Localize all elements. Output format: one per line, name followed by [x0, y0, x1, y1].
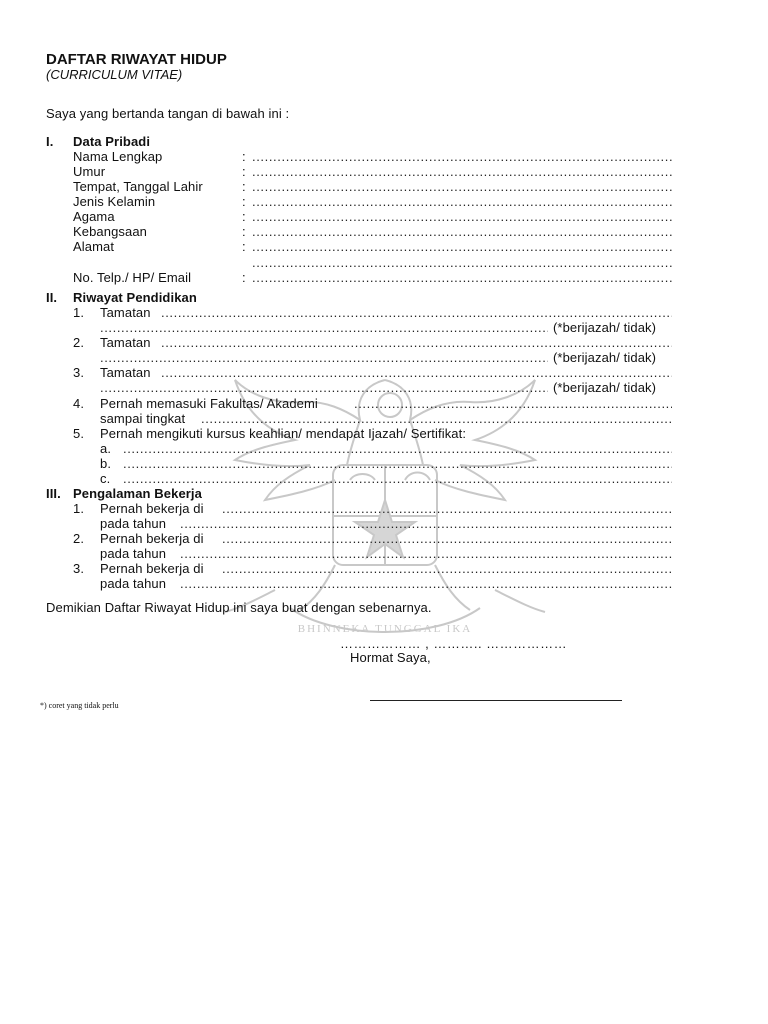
field-label: Kebangsaan	[73, 224, 148, 239]
fill-line[interactable]	[161, 305, 672, 320]
item-label: pada tahun	[100, 516, 167, 531]
fill-line[interactable]	[354, 396, 672, 411]
item-suffix: (*berijazah/ tidak)	[553, 380, 657, 395]
item-number: 2.	[73, 335, 85, 350]
field-colon: :	[242, 149, 246, 164]
fill-line[interactable]	[222, 531, 672, 546]
item-label: pada tahun	[100, 546, 167, 561]
field-label: Jenis Kelamin	[73, 194, 156, 209]
signoff-text: Hormat Saya,	[350, 650, 431, 665]
section-number: III.	[46, 486, 61, 501]
fill-line[interactable]	[161, 335, 672, 350]
field-colon: :	[242, 270, 246, 285]
fill-line[interactable]	[252, 164, 672, 179]
fill-line[interactable]	[201, 411, 672, 426]
item-label: pada tahun	[100, 576, 167, 591]
sub-item-letter: a.	[100, 441, 112, 456]
item-number: 1.	[73, 305, 85, 320]
footnote: *) coret yang tidak perlu	[40, 701, 119, 710]
section-number: I.	[46, 134, 54, 149]
fill-line[interactable]	[123, 471, 672, 486]
field-colon: :	[242, 194, 246, 209]
fill-line[interactable]	[222, 561, 672, 576]
fill-line[interactable]	[252, 194, 672, 209]
item-label: Pernah mengikuti kursus keahlian/ mendapat Ijazah/ Sertifikat:	[100, 426, 467, 441]
fill-line[interactable]	[100, 350, 548, 365]
item-label: Tamatan	[100, 365, 151, 380]
fill-line[interactable]	[252, 270, 672, 285]
closing-statement: Demikian Daftar Riwayat Hidup ini saya buat dengan sebenarnya.	[46, 600, 432, 615]
item-label: Pernah bekerja di	[100, 531, 204, 546]
svg-text:BHINNEKA TUNGGAL IKA: BHINNEKA TUNGGAL IKA	[297, 623, 473, 635]
field-label: Umur	[73, 164, 106, 179]
field-colon: :	[242, 164, 246, 179]
document-subtitle: (CURRICULUM VITAE)	[46, 67, 183, 82]
signature-line[interactable]	[370, 700, 622, 701]
document-title: DAFTAR RIWAYAT HIDUP	[46, 51, 227, 68]
field-label: Tempat, Tanggal Lahir	[73, 179, 203, 194]
intro-text: Saya yang bertanda tangan di bawah ini :	[46, 106, 290, 121]
section-title: Data Pribadi	[73, 134, 151, 149]
item-suffix: (*berijazah/ tidak)	[553, 350, 657, 365]
item-label: Pernah bekerja di	[100, 561, 204, 576]
fill-line[interactable]	[252, 149, 672, 164]
sub-item-letter: c.	[100, 471, 111, 486]
fill-line[interactable]	[180, 516, 672, 531]
item-number: 2.	[73, 531, 85, 546]
fill-line[interactable]	[123, 456, 672, 471]
fill-line[interactable]	[180, 546, 672, 561]
item-number: 3.	[73, 365, 85, 380]
field-colon: :	[242, 179, 246, 194]
item-label: Tamatan	[100, 305, 151, 320]
item-label: Pernah bekerja di	[100, 501, 204, 516]
item-number: 3.	[73, 561, 85, 576]
fill-line[interactable]	[222, 501, 672, 516]
fill-line[interactable]	[123, 441, 672, 456]
item-label: Tamatan	[100, 335, 151, 350]
fill-line[interactable]	[252, 224, 672, 239]
item-suffix: (*berijazah/ tidak)	[553, 320, 657, 335]
item-number: 5.	[73, 426, 85, 441]
place-date-line[interactable]: ……………… , ……….. ………………	[340, 636, 568, 651]
field-colon: :	[242, 209, 246, 224]
item-number: 1.	[73, 501, 85, 516]
field-colon: :	[242, 224, 246, 239]
field-label: Agama	[73, 209, 115, 224]
fill-line[interactable]	[100, 380, 548, 395]
sub-item-letter: b.	[100, 456, 112, 471]
item-label: sampai tingkat	[100, 411, 186, 426]
field-label: Alamat	[73, 239, 115, 254]
field-label: Nama Lengkap	[73, 149, 163, 164]
section-title: Pengalaman Bekerja	[73, 486, 202, 501]
fill-line[interactable]	[252, 209, 672, 224]
item-number: 4.	[73, 396, 85, 411]
fill-line[interactable]	[161, 365, 672, 380]
fill-line[interactable]	[252, 179, 672, 194]
item-label: Pernah memasuki Fakultas/ Akademi	[100, 396, 318, 411]
fill-line[interactable]	[100, 320, 548, 335]
fill-line[interactable]	[252, 239, 672, 254]
field-colon: :	[242, 239, 246, 254]
field-label: No. Telp./ HP/ Email	[73, 270, 192, 285]
section-title: Riwayat Pendidikan	[73, 290, 197, 305]
section-number: II.	[46, 290, 58, 305]
fill-line[interactable]	[180, 576, 672, 591]
fill-line[interactable]	[252, 255, 672, 270]
